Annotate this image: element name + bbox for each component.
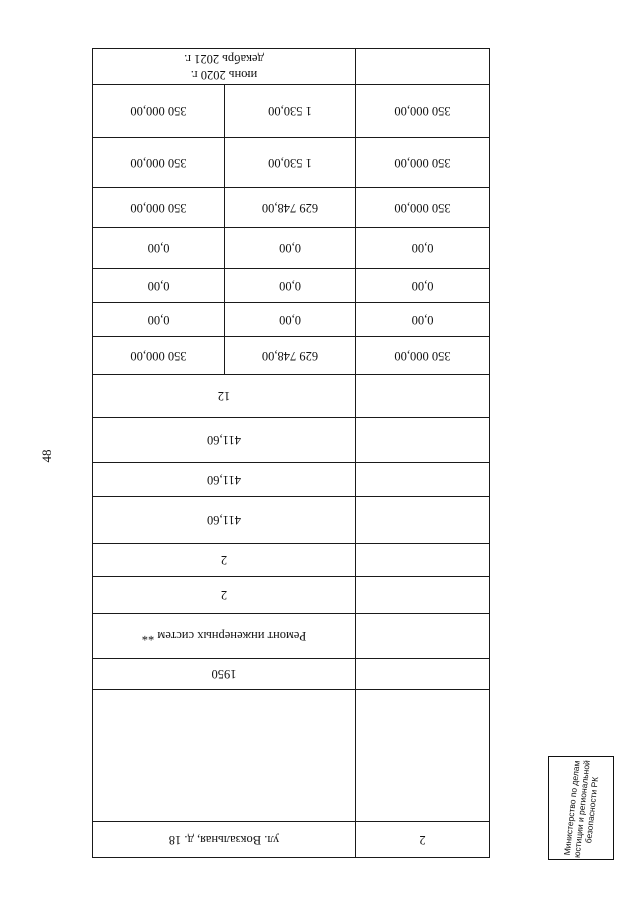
amount-cell: 350 000,00	[92, 188, 224, 228]
empty-cell	[356, 497, 490, 544]
table-row-address	[92, 822, 489, 858]
amount-cell: 0,00	[225, 228, 356, 269]
amount-cell: 0,00	[92, 303, 224, 337]
row-number-cell: 2	[356, 822, 490, 858]
amount-cell: 350 000,00	[92, 337, 224, 375]
empty-cell	[356, 659, 490, 690]
table-row-count	[92, 577, 489, 614]
empty-cell	[356, 375, 490, 418]
date-start: июнь 2020 г.	[190, 68, 258, 83]
document-table	[92, 48, 490, 858]
table-row-amounts	[92, 138, 489, 188]
amount-cell: 350 000,00	[356, 337, 490, 375]
count-cell: 2	[92, 577, 355, 614]
table-row-count	[92, 544, 489, 577]
empty-cell	[356, 577, 490, 614]
stamp-text: Министерство по делам юстиции и региональной безопасности РК	[561, 759, 601, 859]
year-cell: 1950	[92, 659, 355, 690]
empty-cell	[356, 49, 490, 85]
table-row-area	[92, 463, 489, 497]
count-cell: 2	[92, 544, 355, 577]
table-row-amounts	[92, 85, 489, 138]
address-cell: ул. Вокзальная, д. 18	[92, 822, 355, 858]
amount-cell: 350 000,00	[356, 188, 490, 228]
empty-cell	[356, 418, 490, 463]
table-row-amounts	[92, 303, 489, 337]
amount-cell: 350 000,00	[92, 138, 224, 188]
empty-merged-cell	[92, 690, 355, 822]
page-number: 48	[39, 449, 54, 463]
amount-cell: 1 530,00	[225, 138, 356, 188]
amount-cell: 350 000,00	[356, 85, 490, 138]
empty-cell	[356, 544, 490, 577]
table-row-area	[92, 497, 489, 544]
amount-cell: 0,00	[356, 303, 490, 337]
date-end: декабрь 2021 г.	[184, 52, 264, 67]
amount-cell: 629 748,00	[225, 337, 356, 375]
amount-cell: 0,00	[356, 228, 490, 269]
table-row-amounts	[92, 337, 489, 375]
amount-cell: 0,00	[92, 228, 224, 269]
table-row-amounts	[92, 269, 489, 303]
empty-cell	[356, 614, 490, 659]
people-cell: 12	[92, 375, 355, 418]
amount-cell: 0,00	[356, 269, 490, 303]
amount-cell: 350 000,00	[356, 138, 490, 188]
amount-cell: 629 748,00	[225, 188, 356, 228]
table-row-work-type	[92, 614, 489, 659]
table-row-amounts	[92, 228, 489, 269]
empty-cell	[356, 463, 490, 497]
amount-cell: 1 530,00	[225, 85, 356, 138]
date-range-cell	[92, 49, 355, 85]
work-type-cell: Ремонт инженерных систем **	[92, 614, 355, 659]
amount-cell: 0,00	[225, 269, 356, 303]
area-cell: 411,60	[92, 497, 355, 544]
table-row-year	[92, 659, 489, 690]
area-cell: 411,60	[92, 418, 355, 463]
amount-cell: 350 000,00	[92, 85, 224, 138]
empty-cell	[356, 690, 490, 822]
table-row-amounts	[92, 188, 489, 228]
table-row-area	[92, 418, 489, 463]
amount-cell: 0,00	[225, 303, 356, 337]
amount-cell: 0,00	[92, 269, 224, 303]
table-row-people	[92, 375, 489, 418]
area-cell: 411,60	[92, 463, 355, 497]
ministry-stamp	[548, 756, 614, 860]
table-row-empty-tall	[92, 690, 489, 822]
table-row-dates	[92, 49, 489, 85]
